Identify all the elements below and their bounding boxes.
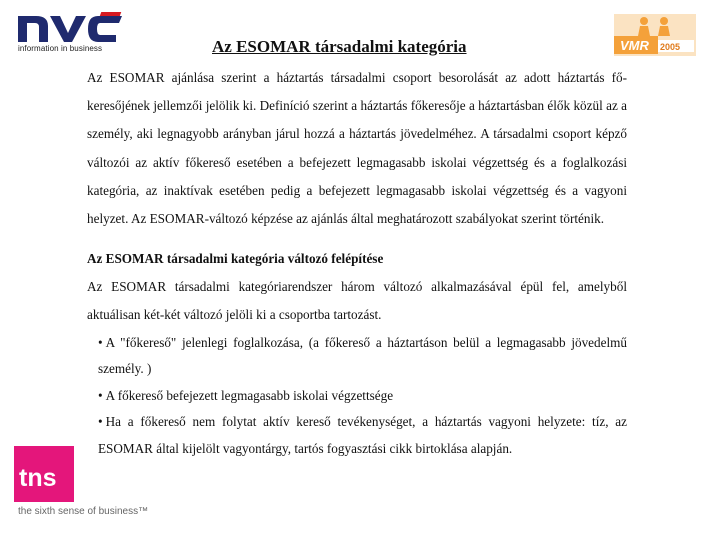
tns-logo xyxy=(14,446,174,522)
bullet-text: A "főkereső" jelenlegi foglalkozása, (a főkereső a háztartáson belül a legmagasabb jövedelmű személy. ) xyxy=(98,334,627,377)
bullet-item xyxy=(98,330,627,383)
vmr-logo-year: 2005 xyxy=(660,42,681,52)
vmr-logo xyxy=(614,14,696,56)
page-title: Az ESOMAR társadalmi kategória xyxy=(212,37,467,56)
bullet-list xyxy=(87,330,627,463)
document-body xyxy=(87,64,627,462)
nrc-tagline: information in business xyxy=(18,44,103,53)
svg-text:tns: tns xyxy=(19,464,57,492)
bullet-marker: • xyxy=(98,387,103,403)
nrc-logo-mark xyxy=(16,10,126,44)
tns-slogan: the sixth sense of business™ xyxy=(18,506,149,517)
bullet-marker: • xyxy=(98,334,103,350)
bullet-item xyxy=(98,383,627,410)
tns-logo-mark xyxy=(14,446,74,502)
bullet-text: A főkereső befejezett legmagasabb iskolai végzettsége xyxy=(105,387,394,403)
section-paragraph: Az ESOMAR társadalmi kategóriarendszer három változó alkalmazásával épül fel, amelyből aktuálisan két-két változó jelöli ki a csoportba tartozást. xyxy=(87,279,627,323)
bullet-item xyxy=(98,409,627,462)
intro-paragraph: Az ESOMAR ajánlása szerint a háztartás társadalmi csoport besorolását az adott háztartás fő-keresőjének jellemzői jelölik ki. Definíció szerint a háztartás főkeresője a háztartásban élők közül az a személy, aki legnagyobb arányban járul hozzá a háztartás jövedelméhez. A társadalmi csoport képző változói az aktív főkereső esetében a befejezett legmagasabb iskolai végzettség és a foglalkozási kategória, az inaktívak esetében pedig a befejezett legmagasabb iskolai végzettség és a vagyoni helyzet. Az ESOMAR-változó képzése az ajánlás által meghatározott szabályokat szerint történik. xyxy=(87,70,627,227)
bullet-marker: • xyxy=(98,414,103,430)
section-heading: Az ESOMAR társadalmi kategória változó felépítése xyxy=(87,251,384,267)
vmr-logo-text: VMR xyxy=(620,38,649,53)
nrc-logo xyxy=(16,10,126,54)
bullet-text: Ha a főkereső nem folytat aktív kereső tevékenységet, a háztartás vagyoni helyzete: tíz, az ESOMAR által kijelölt vagyontárgy, tartós fogyasztási cikk birtoklása alapján. xyxy=(98,414,627,456)
